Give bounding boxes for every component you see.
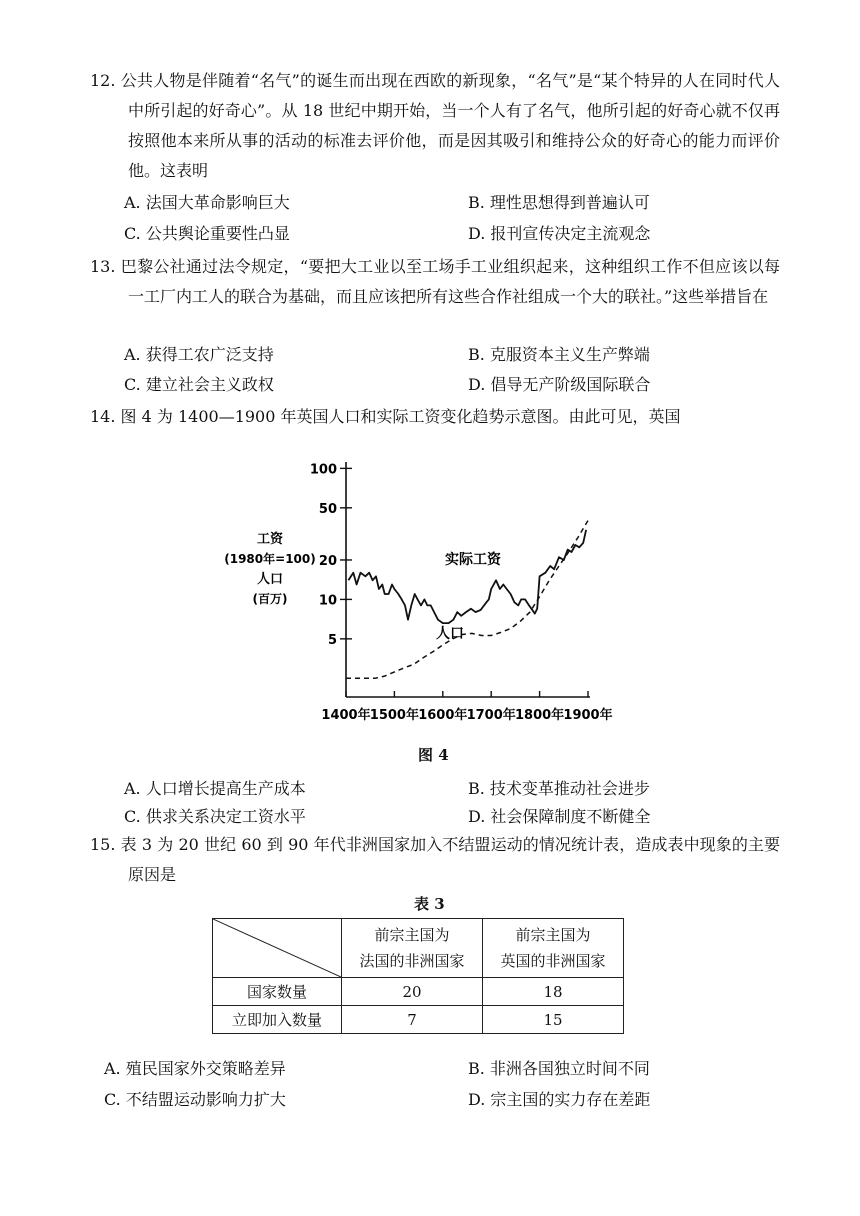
table-cell: 18 [483, 978, 624, 1006]
y-axis-label [224, 531, 315, 606]
x-tick-label: 1900年 [563, 708, 613, 723]
x-tick-label: 1600年 [418, 708, 468, 723]
y-tick-label: 100 [309, 462, 337, 478]
table-header-france [342, 919, 483, 978]
header-france-line-1: 前宗主国为 [374, 926, 450, 944]
series-label-wage: 实际工资 [445, 552, 501, 568]
q14-option-d[interactable]: D. 社会保障制度不断健全 [468, 807, 651, 826]
x-tick-label: 1500年 [369, 708, 419, 723]
question-13-stem: 13. 巴黎公社通过法令规定，“要把大工业以至工场手工业组织起来，这种组织工作不但应该以每一工厂内工人的联合为基础，而且应该把所有这些合作社组成一个大的联社。”这些举措旨在 [90, 257, 780, 306]
y-label-line-3: 人口 [256, 572, 284, 587]
table-row [213, 978, 624, 1006]
question-12-stem: 12. 公共人物是伴随着“名气”的诞生而出现在西欧的新现象，“名气”是“某个特异的人在同时代人中所引起的好奇心”。从 18 世纪中期开始，当一个人有了名气，他所引起的好奇心就不仅再按照他本来所从事的活动的标准去评价他，而是因其吸引和维持公众的好奇心的能力而评价他。这表明 [90, 71, 780, 180]
y-tick-label: 20 [318, 553, 337, 569]
q14-option-c[interactable]: C. 供求关系决定工资水平 [124, 807, 306, 826]
x-tick-label: 1400年 [321, 708, 371, 723]
series-line-population [346, 521, 588, 679]
figure-4-chart [0, 440, 860, 740]
x-tick-label: 1800年 [515, 708, 565, 723]
question-13 [90, 252, 780, 312]
q15-option-d[interactable]: D. 宗主国的实力存在差距 [468, 1090, 651, 1109]
y-label-line-1: 工资 [256, 532, 284, 547]
y-tick-label: 10 [318, 593, 337, 609]
table-cell: 15 [483, 1006, 624, 1034]
question-15-stem: 15. 表 3 为 20 世纪 60 到 90 年代非洲国家加入不结盟运动的情况统计表，造成表中现象的主要原因是 [90, 835, 780, 884]
series-line-wage [348, 530, 586, 623]
q15-option-a[interactable]: A. 殖民国家外交策略差异 [104, 1059, 286, 1078]
series-label-population: 人口 [436, 626, 464, 642]
y-tick-label: 5 [327, 632, 337, 648]
q14-option-b[interactable]: B. 技术变革推动社会进步 [468, 779, 650, 798]
q15-option-c[interactable]: C. 不结盟运动影响力扩大 [104, 1090, 286, 1109]
q13-option-b[interactable]: B. 克服资本主义生产弊端 [468, 345, 650, 364]
row-label: 国家数量 [213, 978, 342, 1006]
question-14 [90, 402, 780, 432]
table-cell: 20 [342, 978, 483, 1006]
table-corner-cell [213, 919, 342, 978]
q14-option-a[interactable]: A. 人口增长提高生产成本 [124, 779, 306, 798]
q13-option-d[interactable]: D. 倡导无产阶级国际联合 [468, 375, 651, 394]
table-3 [212, 918, 624, 1034]
table-cell: 7 [342, 1006, 483, 1034]
header-france-line-2: 法国的非洲国家 [359, 952, 465, 970]
row-label: 立即加入数量 [213, 1006, 342, 1034]
q15-option-b[interactable]: B. 非洲各国独立时间不同 [468, 1059, 650, 1078]
question-15 [90, 830, 780, 890]
table-header-britain [483, 919, 624, 978]
q12-option-a[interactable]: A. 法国大革命影响巨大 [124, 193, 290, 212]
q12-option-d[interactable]: D. 报刊宣传决定主流观念 [468, 224, 651, 243]
question-14-stem: 14. 图 4 为 1400—1900 年英国人口和实际工资变化趋势示意图。由此可见，英国 [90, 407, 681, 426]
y-tick-label: 50 [318, 501, 337, 517]
y-label-line-2: (1980年=100) [224, 552, 316, 566]
q13-option-c[interactable]: C. 建立社会主义政权 [124, 375, 274, 394]
x-tick-label: 1700年 [466, 708, 516, 723]
q12-option-c[interactable]: C. 公共舆论重要性凸显 [124, 224, 290, 243]
table-3-caption: 表 3 [414, 895, 445, 913]
q13-option-a[interactable]: A. 获得工农广泛支持 [124, 345, 274, 364]
question-12 [90, 66, 780, 186]
table-row [213, 1006, 624, 1034]
figure-4-caption: 图 4 [418, 746, 449, 764]
header-britain-line-1: 前宗主国为 [515, 926, 591, 944]
header-britain-line-2: 英国的非洲国家 [500, 952, 606, 970]
diagonal-line [213, 919, 341, 977]
y-label-line-4: (百万) [252, 592, 288, 606]
q12-option-b[interactable]: B. 理性思想得到普遍认可 [468, 193, 650, 212]
